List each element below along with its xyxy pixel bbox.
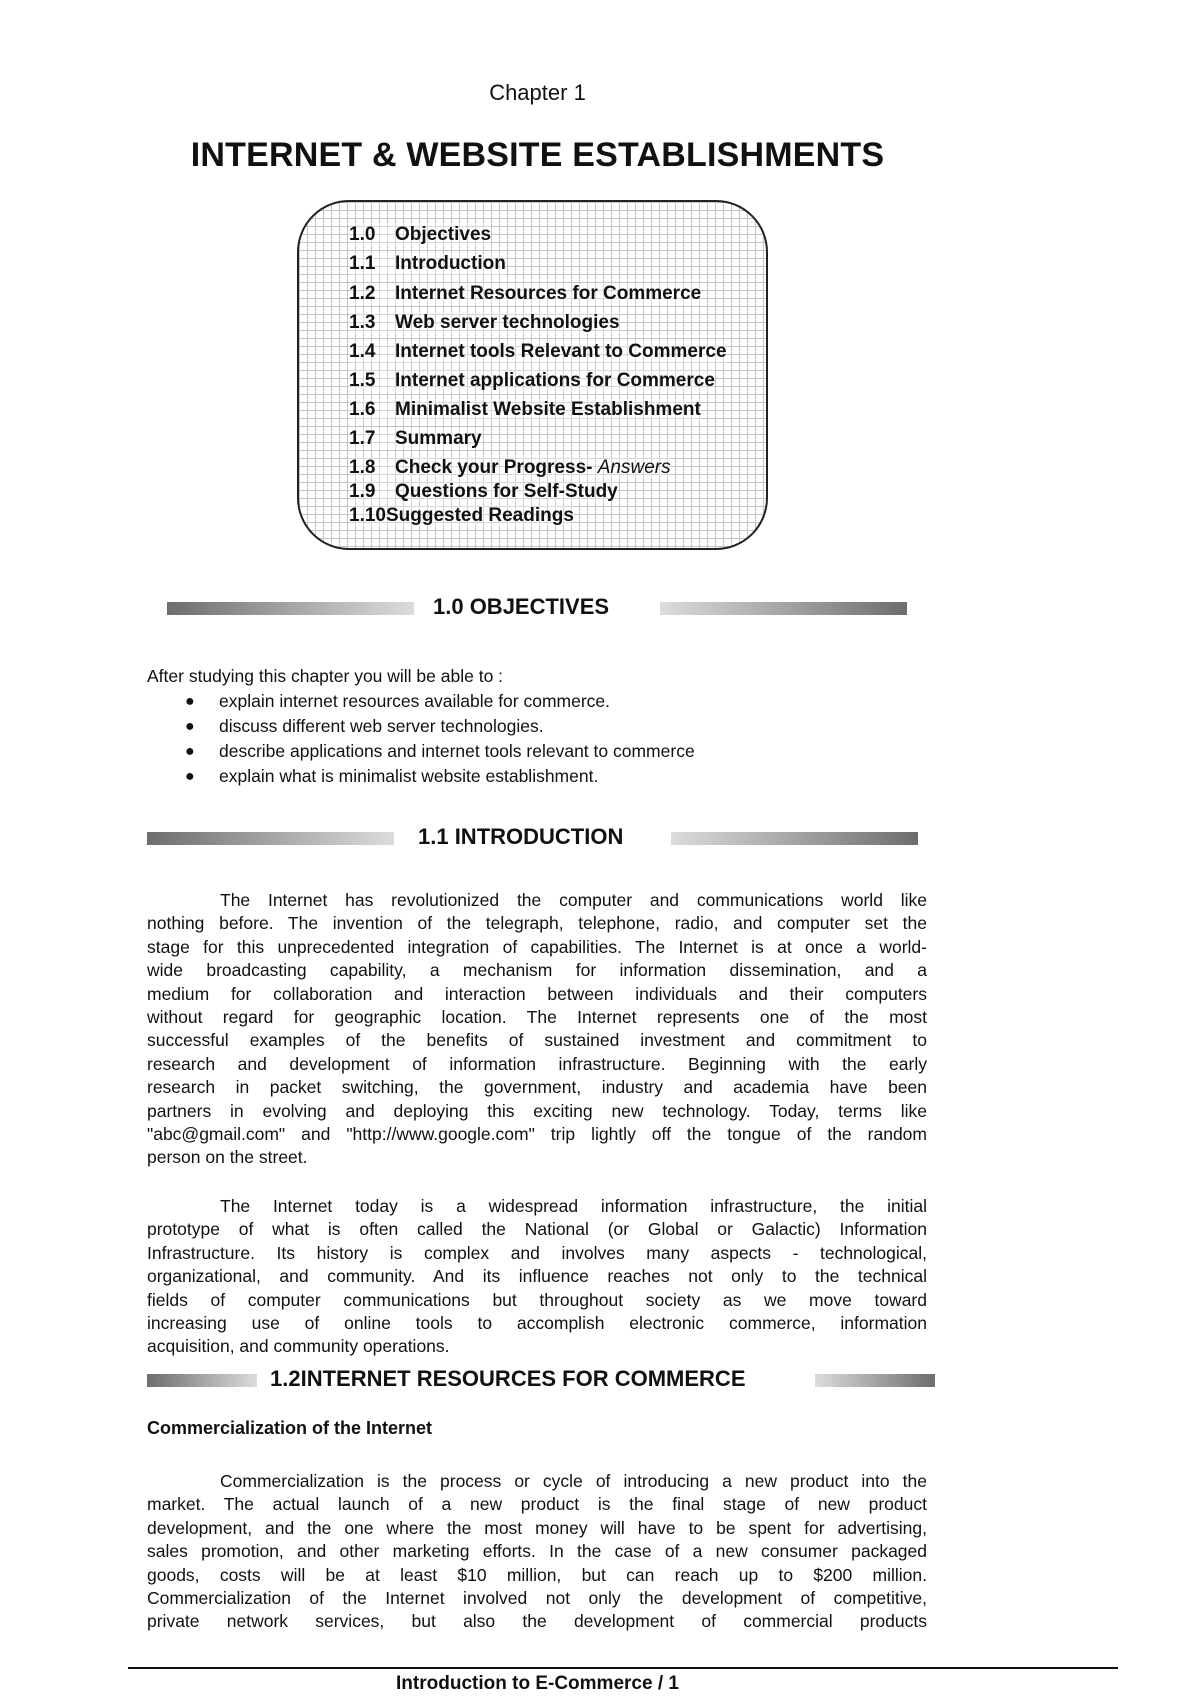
toc-item: 1.2 Internet Resources for Commerce <box>349 283 702 304</box>
text-line: sales promotion, and other marketing efforts. In the case of a new consumer packaged <box>147 1541 927 1562</box>
text-line: organizational, and community. And its influence reaches not only to the technical <box>147 1266 927 1287</box>
text-line: Commercialization of the Internet involved not only the development of competitive, <box>147 1588 927 1609</box>
contents-box <box>297 200 768 550</box>
text-line: market. The actual launch of a new product is the final stage of new product <box>147 1494 927 1515</box>
text-line: goods, costs will be at least $10 million, but can reach up to $200 million. <box>147 1564 927 1585</box>
list-item: ● explain internet resources available for commerce. <box>147 689 927 714</box>
text-line: wide broadcasting capability, a mechanism for information dissemination, and a <box>147 960 927 981</box>
heading-bar-left <box>147 1374 257 1387</box>
bullet-icon: ● <box>185 768 195 785</box>
objectives-list <box>147 689 927 789</box>
footer-rule <box>128 1667 1118 1669</box>
text-line: research in packet switching, the government, industry and academia have been <box>147 1077 927 1098</box>
objectives-intro: After studying this chapter you will be able to : <box>147 666 504 686</box>
text-line: acquisition, and community operations. <box>147 1336 450 1357</box>
resources-paragraph-1 <box>147 1470 927 1634</box>
toc-item: 1.9 Questions for Self-Study <box>349 481 618 502</box>
toc-item: 1.3 Web server technologies <box>349 312 620 333</box>
toc-item: 1.7 Summary <box>349 428 482 449</box>
text-line: successful examples of the benefits of sustained investment and commitment to <box>147 1030 927 1051</box>
text-line: stage for this unprecedented integration of capabilities. The Internet is at once a world- <box>147 936 927 957</box>
text-line: research and development of information infrastructure. Beginning with the early <box>147 1053 927 1074</box>
chapter-label: Chapter 1 <box>489 80 586 105</box>
text-line: development, and the one where the most money will have to be spent for advertising, <box>147 1517 927 1538</box>
text-line: prototype of what is often called the National (or Global or Galactic) Information <box>147 1219 927 1240</box>
text-line: The Internet has revolutionized the computer and communications world like <box>220 890 927 910</box>
introduction-paragraph-1 <box>147 889 927 1170</box>
chapter-title: INTERNET & WEBSITE ESTABLISHMENTS <box>190 136 885 174</box>
text-line: The Internet today is a widespread information infrastructure, the initial <box>220 1196 927 1216</box>
toc-item: 1.10Suggested Readings <box>349 505 574 526</box>
text-line: "abc@gmail.com" and "http://www.google.com" trip lightly off the tongue of the random <box>147 1124 927 1145</box>
toc-item: 1.6 Minimalist Website Establishment <box>349 399 701 420</box>
text-line: private network services, but also the development of commercial products <box>147 1611 927 1632</box>
list-item: ● describe applications and internet tools relevant to commerce <box>147 739 927 764</box>
heading-bar-right <box>815 1374 935 1387</box>
text-line: Commercialization is the process or cycle of introducing a new product into the <box>220 1471 927 1491</box>
heading-bar-right <box>660 602 907 615</box>
subheading-commercialization: Commercialization of the Internet <box>147 1418 433 1438</box>
toc-item: 1.5 Internet applications for Commerce <box>349 370 715 391</box>
bullet-icon: ● <box>185 693 195 710</box>
bullet-icon: ● <box>185 718 195 735</box>
toc-item: 1.0 Objectives <box>349 224 492 245</box>
text-line: medium for collaboration and interaction between individuals and their computers <box>147 983 927 1004</box>
heading-bar-left <box>167 602 414 615</box>
text-line: partners in evolving and deploying this exciting new technology. Today, terms like <box>147 1100 927 1121</box>
toc-item: 1.8 Check your Progress- Answers <box>349 457 671 478</box>
heading-bar-left <box>147 832 394 845</box>
text-line: without regard for geographic location. The Internet represents one of the most <box>147 1007 927 1028</box>
text-line: increasing use of online tools to accomplish electronic commerce, information <box>147 1313 927 1334</box>
text-line: Infrastructure. Its history is complex and involves many aspects - technological, <box>147 1242 927 1263</box>
introduction-paragraph-2 <box>147 1195 927 1359</box>
text-line: person on the street. <box>147 1147 308 1168</box>
text-line: fields of computer communications but throughout society as we move toward <box>147 1289 927 1310</box>
toc-item: 1.1 Introduction <box>349 253 506 274</box>
list-item: ● discuss different web server technologies. <box>147 714 927 739</box>
text-line: nothing before. The invention of the telegraph, telephone, radio, and computer set the <box>147 913 927 934</box>
page-footer: Introduction to E-Commerce / 1 <box>396 1673 679 1694</box>
list-item: ● explain what is minimalist website establishment. <box>147 764 927 789</box>
section-heading-objectives: 1.0 OBJECTIVES <box>433 594 610 619</box>
heading-bar-right <box>671 832 918 845</box>
section-heading-resources: 1.2INTERNET RESOURCES FOR COMMERCE <box>270 1366 746 1391</box>
bullet-icon: ● <box>185 743 195 760</box>
toc-item: 1.4 Internet tools Relevant to Commerce <box>349 341 727 362</box>
section-heading-introduction: 1.1 INTRODUCTION <box>418 824 624 849</box>
